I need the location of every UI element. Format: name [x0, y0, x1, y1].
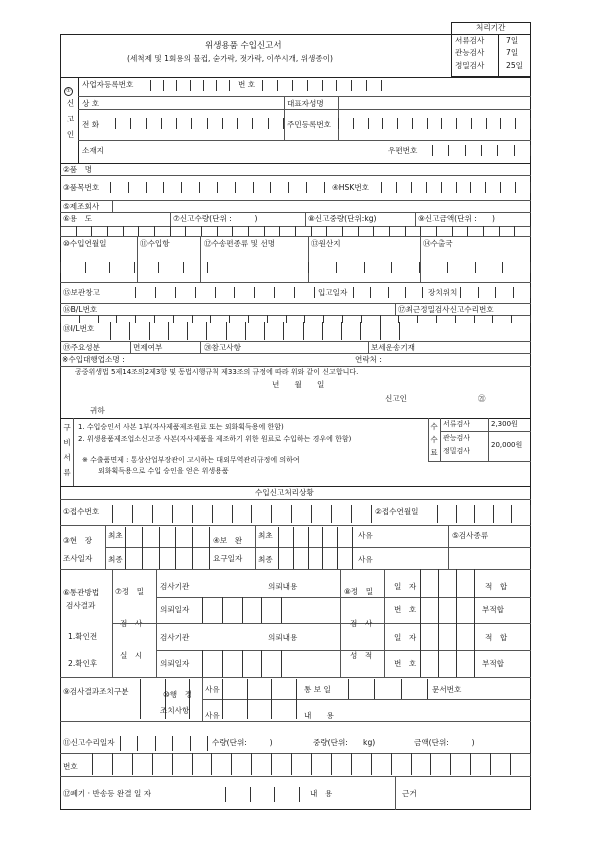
proc-time-r2-value: 7일: [506, 48, 519, 57]
proc-time-title: 처리기간: [476, 23, 506, 32]
item-no-boxes[interactable]: [110, 182, 325, 193]
postal-boxes[interactable]: [432, 145, 531, 156]
precise-result-label-2: 검 사: [350, 619, 373, 628]
proc-time-r1-label: 서류검사: [455, 36, 485, 45]
fee2-label: 관능검사: [443, 434, 471, 442]
content-label-1: 의뢰내용: [268, 582, 298, 591]
accept-qty: 수량(단위: ): [212, 738, 273, 747]
biz-no-num-label: 번 호: [238, 80, 256, 89]
accept-amount: 금액(단위: ): [414, 738, 475, 747]
disposal-content-label: 내 용: [310, 789, 333, 798]
pass-label-2: 적 합: [485, 633, 508, 642]
precise-label-2: 검 사: [120, 619, 143, 628]
biz-no-boxes[interactable]: [150, 80, 230, 91]
maker-label: ⑤제조회사: [63, 202, 100, 211]
test-result-label: 검사결과: [66, 601, 96, 610]
result-day-1: 일 자: [394, 582, 417, 591]
proc-time-r1-value: 7일: [506, 36, 519, 45]
amount-label: ⑨신고금액(단위 : ): [418, 214, 495, 223]
product-name-label: ②품 명: [63, 165, 93, 174]
entry-date-boxes[interactable]: [353, 287, 423, 298]
result-num-2: 번 호: [394, 659, 417, 668]
declarant-label: 신고인: [385, 394, 408, 403]
agency-label-2: 검사기관: [160, 633, 190, 642]
content-label-2: 의뢰내용: [268, 633, 298, 642]
origin-label: ⑬원산지: [311, 239, 341, 248]
bonded-trans-label: 보세운송기재: [371, 343, 416, 352]
hsk-boxes[interactable]: [381, 182, 531, 193]
resident-no-label: 주민등록번호: [287, 120, 332, 129]
site-first: 최초: [108, 531, 123, 540]
bonded-label: ⑮보관창고: [63, 288, 100, 297]
origin-boxes[interactable]: [308, 262, 531, 273]
storage-first: 최초: [258, 531, 273, 540]
main-comp-label: ⑲주요성분: [63, 343, 100, 352]
precise-result-label-3: 성 적: [350, 651, 373, 660]
location-label: 장치위치: [428, 288, 458, 297]
phone-boxes[interactable]: [115, 118, 284, 129]
notify-boxes[interactable]: [348, 679, 428, 699]
agency-label-1: 검사기관: [160, 582, 190, 591]
storage-boxes[interactable]: [278, 527, 353, 569]
bonded-boxes[interactable]: [135, 287, 315, 298]
inspection-type-label: ⑤검사종류: [452, 531, 489, 540]
docs-line3: ※ 수출품면제 : 통상산업부장관이 고시하는 대외무역관리규정에 의하여: [82, 456, 300, 464]
proc-time-r3-label: 정밀검사: [455, 61, 485, 70]
declaration-text: 공중위생법 5제14조의2제3항 및 동법시행규칙 제33조의 규정에 따라 위와 같이 신고합니다.: [75, 368, 359, 376]
precise-label: ⑦정 밀: [115, 587, 145, 596]
processing-title: 수입신고처리상황: [255, 488, 314, 497]
result-day-2: 일 자: [394, 633, 417, 642]
proc-time-r3-value: 25일: [506, 61, 523, 70]
to-label: 귀하: [90, 406, 105, 415]
result-boxes[interactable]: [420, 569, 475, 677]
storage-reason: 사유: [358, 531, 373, 540]
fail-label-1: 부적합: [482, 605, 505, 614]
resident-boxes[interactable]: [338, 118, 531, 129]
receipt-date-label: ②접수연월일: [375, 507, 419, 516]
accept-boxes[interactable]: [120, 736, 208, 751]
use-boxes[interactable]: [60, 226, 531, 236]
site-boxes[interactable]: [125, 527, 210, 569]
receipt-no-label: ①접수번호: [63, 507, 100, 516]
form-title: 위생용품 수입신고서: [205, 41, 282, 51]
weight-label: ⑧신고중량(단위:kg): [308, 214, 377, 223]
exempt-label: 면제여부: [133, 343, 163, 352]
phone-label: 전 화: [82, 120, 100, 129]
storage-label: ④보 완: [213, 536, 243, 545]
disposal-boxes[interactable]: [225, 787, 300, 802]
fee1-value: 2,300원: [491, 420, 518, 428]
docs-line1: 1. 수입승인서 사본 1부(자사제품제조원료 또는 외화획득용에 한함): [78, 423, 284, 431]
storage-reason-2: 사유: [358, 555, 373, 564]
il-boxes[interactable]: [110, 322, 400, 340]
result-num-1: 번 호: [394, 605, 417, 614]
fail-label-2: 부적합: [482, 659, 505, 668]
action-label: ⑨검사결과조치구분: [63, 687, 129, 696]
site-label-2: 조사일자: [63, 554, 93, 563]
precise-req-boxes-2[interactable]: [202, 650, 282, 677]
req-date-label-2: 의뢰일자: [160, 659, 190, 668]
receipt-no-boxes[interactable]: [112, 505, 372, 523]
docs-line4: 외화획득용으로 수입 승인을 얻은 위생용품: [98, 467, 229, 475]
accept-no-boxes[interactable]: [92, 753, 531, 775]
latest-label: ⑰최근정밀검사신고수리번호: [398, 305, 494, 314]
applicant-label: ① 신고인: [66, 87, 75, 146]
precise-req-boxes[interactable]: [202, 597, 282, 623]
agent-label: ※수입대행업소명 :: [62, 355, 125, 364]
company-name-label: 상 호: [82, 99, 100, 108]
address-label: 소재지: [82, 146, 105, 155]
postal-label: 우편번호: [388, 146, 418, 155]
il-label: ⑱I/L번호: [63, 324, 95, 333]
ref-label: ⑳참고사항: [204, 343, 241, 352]
arrival-boxes[interactable]: [60, 262, 208, 273]
confirm-before: 1.확인전: [68, 632, 98, 641]
item-no-label: ③품목번호: [63, 183, 100, 192]
admin-content-label: 내 용: [304, 711, 334, 720]
disposal-basis-label: 근거: [402, 789, 417, 798]
admin-label-2: 조치사항: [160, 706, 190, 715]
biz-no-boxes-2[interactable]: [262, 80, 382, 91]
confirm-after: 2.확인후: [68, 659, 98, 668]
receipt-date-boxes[interactable]: [437, 505, 531, 523]
export-country-label: ⑭수출국: [423, 239, 453, 248]
storage-last: 최종: [258, 555, 273, 564]
req-date-label-1: 의뢰일자: [160, 605, 190, 614]
agent-contact: 연락처 :: [355, 355, 382, 364]
notify-date-label: 통 보 일: [304, 685, 331, 694]
declaration-date: 년 월 일: [272, 380, 325, 389]
admin-reason-1: 사유: [205, 685, 220, 694]
site-last: 최종: [108, 555, 123, 564]
hsk-label: ④HSK번호: [332, 183, 369, 192]
vessel-label: ⑫수송편종류 및 선명: [204, 239, 276, 248]
docs-line2: 2. 위생용품제조업소신고증 사본(자사제품을 제조하기 위한 원료로 수입하는 경우에 한함): [78, 435, 352, 443]
location-boxes[interactable]: [460, 287, 531, 298]
fee23-value: 20,000원: [491, 441, 523, 449]
qty-label: ⑦신고수량(단위 : ): [173, 214, 258, 223]
declarant-seal: ㉑: [478, 394, 486, 403]
rep-name-label: 대표자성명: [287, 99, 324, 108]
docs-label: 구비서류: [63, 423, 71, 477]
arrival-label: ⑩수입연월일: [63, 239, 107, 248]
admin-reason-2: 사유: [205, 711, 220, 720]
bl-label: ⑯B/L번호: [63, 305, 98, 314]
entry-date-label: 입고일자: [318, 288, 348, 297]
fee3-label: 정밀검사: [443, 447, 471, 455]
customs-method-label: ⑥통관방법: [63, 588, 100, 597]
accept-date-label: ⑪신고수리일자: [63, 738, 115, 747]
pass-label-1: 적 합: [485, 582, 508, 591]
form-subtitle: (세척제 및 1회용의 물컵, 숟가락, 젓가락, 이쑤시개, 위생종이): [127, 54, 334, 63]
proc-time-r2-label: 관능검사: [455, 48, 485, 57]
use-label: ⑥용 도: [63, 214, 93, 223]
precise-result-label: ⑧정 밀: [344, 587, 374, 596]
site-label: ③현 장: [63, 536, 93, 545]
disposal-label: ⑫폐기 · 반송등 완결 일 자: [63, 789, 152, 798]
accept-no-label: 번호: [63, 762, 78, 771]
admin-boxes[interactable]: [222, 679, 297, 719]
accept-weight: 중량(단위: kg): [313, 738, 376, 747]
storage-label-2: 요구일자: [213, 554, 243, 563]
doc-no-label: 문서번호: [432, 685, 462, 694]
fee1-label: 서류검사: [443, 420, 471, 428]
port-label: ⑪수입항: [140, 239, 170, 248]
admin-label: ⑩행 정: [163, 690, 193, 699]
biz-no-label: 사업자등록번호: [82, 80, 134, 89]
precise-label-3: 실 시: [120, 651, 143, 660]
fee-label: 수수료: [430, 422, 438, 457]
